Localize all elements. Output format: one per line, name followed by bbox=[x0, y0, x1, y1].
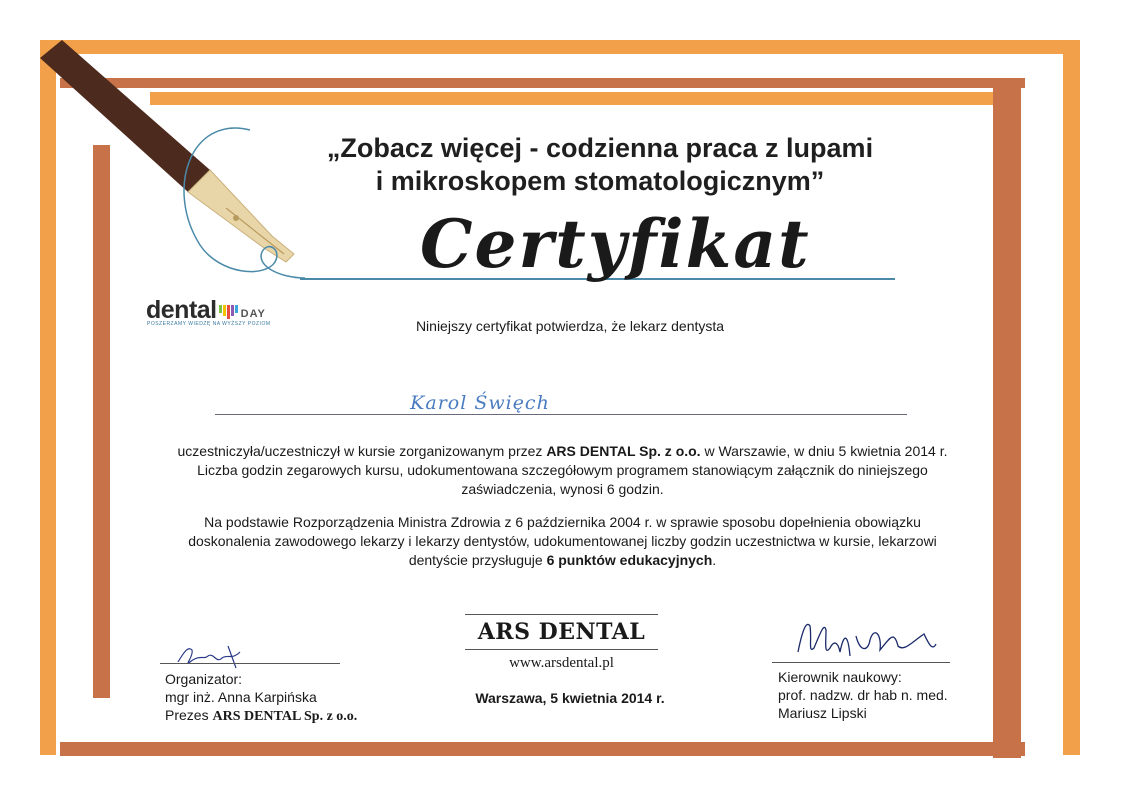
organizer-title bbox=[165, 706, 357, 726]
scientific-lead-signature-line bbox=[772, 662, 950, 663]
p1-post: w Warszawie, w dniu 5 kwietnia 2014 r. bbox=[700, 443, 948, 459]
regulation-paragraph-line-1: Na podstawie Rozporządzenia Ministra Zdrowia z 6 października 2004 r. w sprawie sposobu dopełnienia obowiązku bbox=[204, 514, 921, 530]
p1-organizer: ARS DENTAL Sp. z o.o. bbox=[546, 443, 701, 459]
frame-right-orange bbox=[1063, 40, 1080, 755]
recipient-underline bbox=[215, 414, 907, 415]
frame-right-brown bbox=[993, 88, 1021, 758]
p1-pre: uczestniczyła/uczestniczył w kursie zorganizowanym przez bbox=[177, 443, 547, 459]
logo-bars-icon bbox=[219, 305, 238, 319]
regulation-paragraph bbox=[130, 513, 995, 570]
pen-nib-slit bbox=[226, 208, 284, 254]
logo-tagline: POSZERZAMY WIEDZĘ NA WYŻSZY POZIOM bbox=[147, 321, 271, 327]
frame-bottom-brown bbox=[60, 742, 1025, 756]
scientific-lead-signature bbox=[790, 612, 940, 672]
course-title-line-1: „Zobacz więcej - codzienna praca z lupami bbox=[326, 133, 874, 163]
company-block bbox=[465, 614, 658, 672]
course-paragraph-line-3: zaświadczenia, wynosi 6 godzin. bbox=[461, 481, 664, 497]
certificate-heading: Certyfikat bbox=[420, 205, 811, 283]
scientific-lead-title: prof. nadzw. dr hab n. med. bbox=[778, 687, 948, 703]
organizer-block bbox=[165, 670, 357, 726]
organizer-signature-line bbox=[160, 663, 340, 664]
scientific-lead-name: Mariusz Lipski bbox=[778, 705, 867, 721]
regulation-paragraph-line-3 bbox=[130, 551, 995, 570]
scientific-lead-role: Kierownik naukowy: bbox=[778, 669, 902, 685]
company-bottom-line bbox=[465, 649, 658, 650]
company-name: ARS DENTAL bbox=[477, 619, 646, 645]
logo-bar bbox=[231, 305, 234, 316]
logo-suffix: DAY bbox=[240, 308, 266, 320]
logo-brand-text: dental bbox=[146, 296, 217, 324]
logo-bar bbox=[227, 305, 230, 319]
course-paragraph bbox=[130, 442, 995, 499]
organizer-signature bbox=[170, 642, 260, 672]
recipient-name: Karol Święch bbox=[410, 392, 550, 414]
course-title bbox=[250, 132, 950, 198]
intro-text: Niniejszy certyfikat potwierdza, że lekarz dentysta bbox=[415, 318, 725, 334]
organizer-title-pre: Prezes bbox=[165, 707, 213, 723]
company-url: www.arsdental.pl bbox=[509, 655, 614, 671]
logo-bar bbox=[235, 305, 238, 313]
scientific-lead-block bbox=[778, 668, 948, 722]
logo-bar bbox=[223, 305, 226, 316]
issue-date: Warszawa, 5 kwietnia 2014 r. bbox=[475, 690, 665, 706]
course-paragraph-line-2: Liczba godzin zegarowych kursu, udokumentowana szczegółowym programem stanowiącym załącznik do niniejszego bbox=[197, 462, 928, 478]
organizer-role: Organizator: bbox=[165, 671, 243, 687]
course-paragraph-line-1 bbox=[130, 442, 995, 461]
education-points: 6 punktów edukacyjnych bbox=[546, 552, 713, 568]
logo-bar bbox=[219, 305, 222, 313]
pen-nib-hole bbox=[233, 215, 239, 221]
organizer-company: ARS DENTAL Sp. z o.o. bbox=[212, 709, 358, 724]
organizer-name: mgr inż. Anna Karpińska bbox=[165, 689, 317, 705]
p2-pre: dentyście przysługuje bbox=[408, 552, 547, 568]
pen-barrel bbox=[40, 40, 210, 192]
p2-post: . bbox=[712, 552, 717, 568]
regulation-paragraph-line-2: doskonalenia zawodowego lekarzy i lekarzy dentystów, udokumentowanej liczby godzin uczestnictwa w kursie, lekarzowi bbox=[188, 533, 937, 549]
course-title-line-2: i mikroskopem stomatologicznym” bbox=[375, 166, 825, 196]
